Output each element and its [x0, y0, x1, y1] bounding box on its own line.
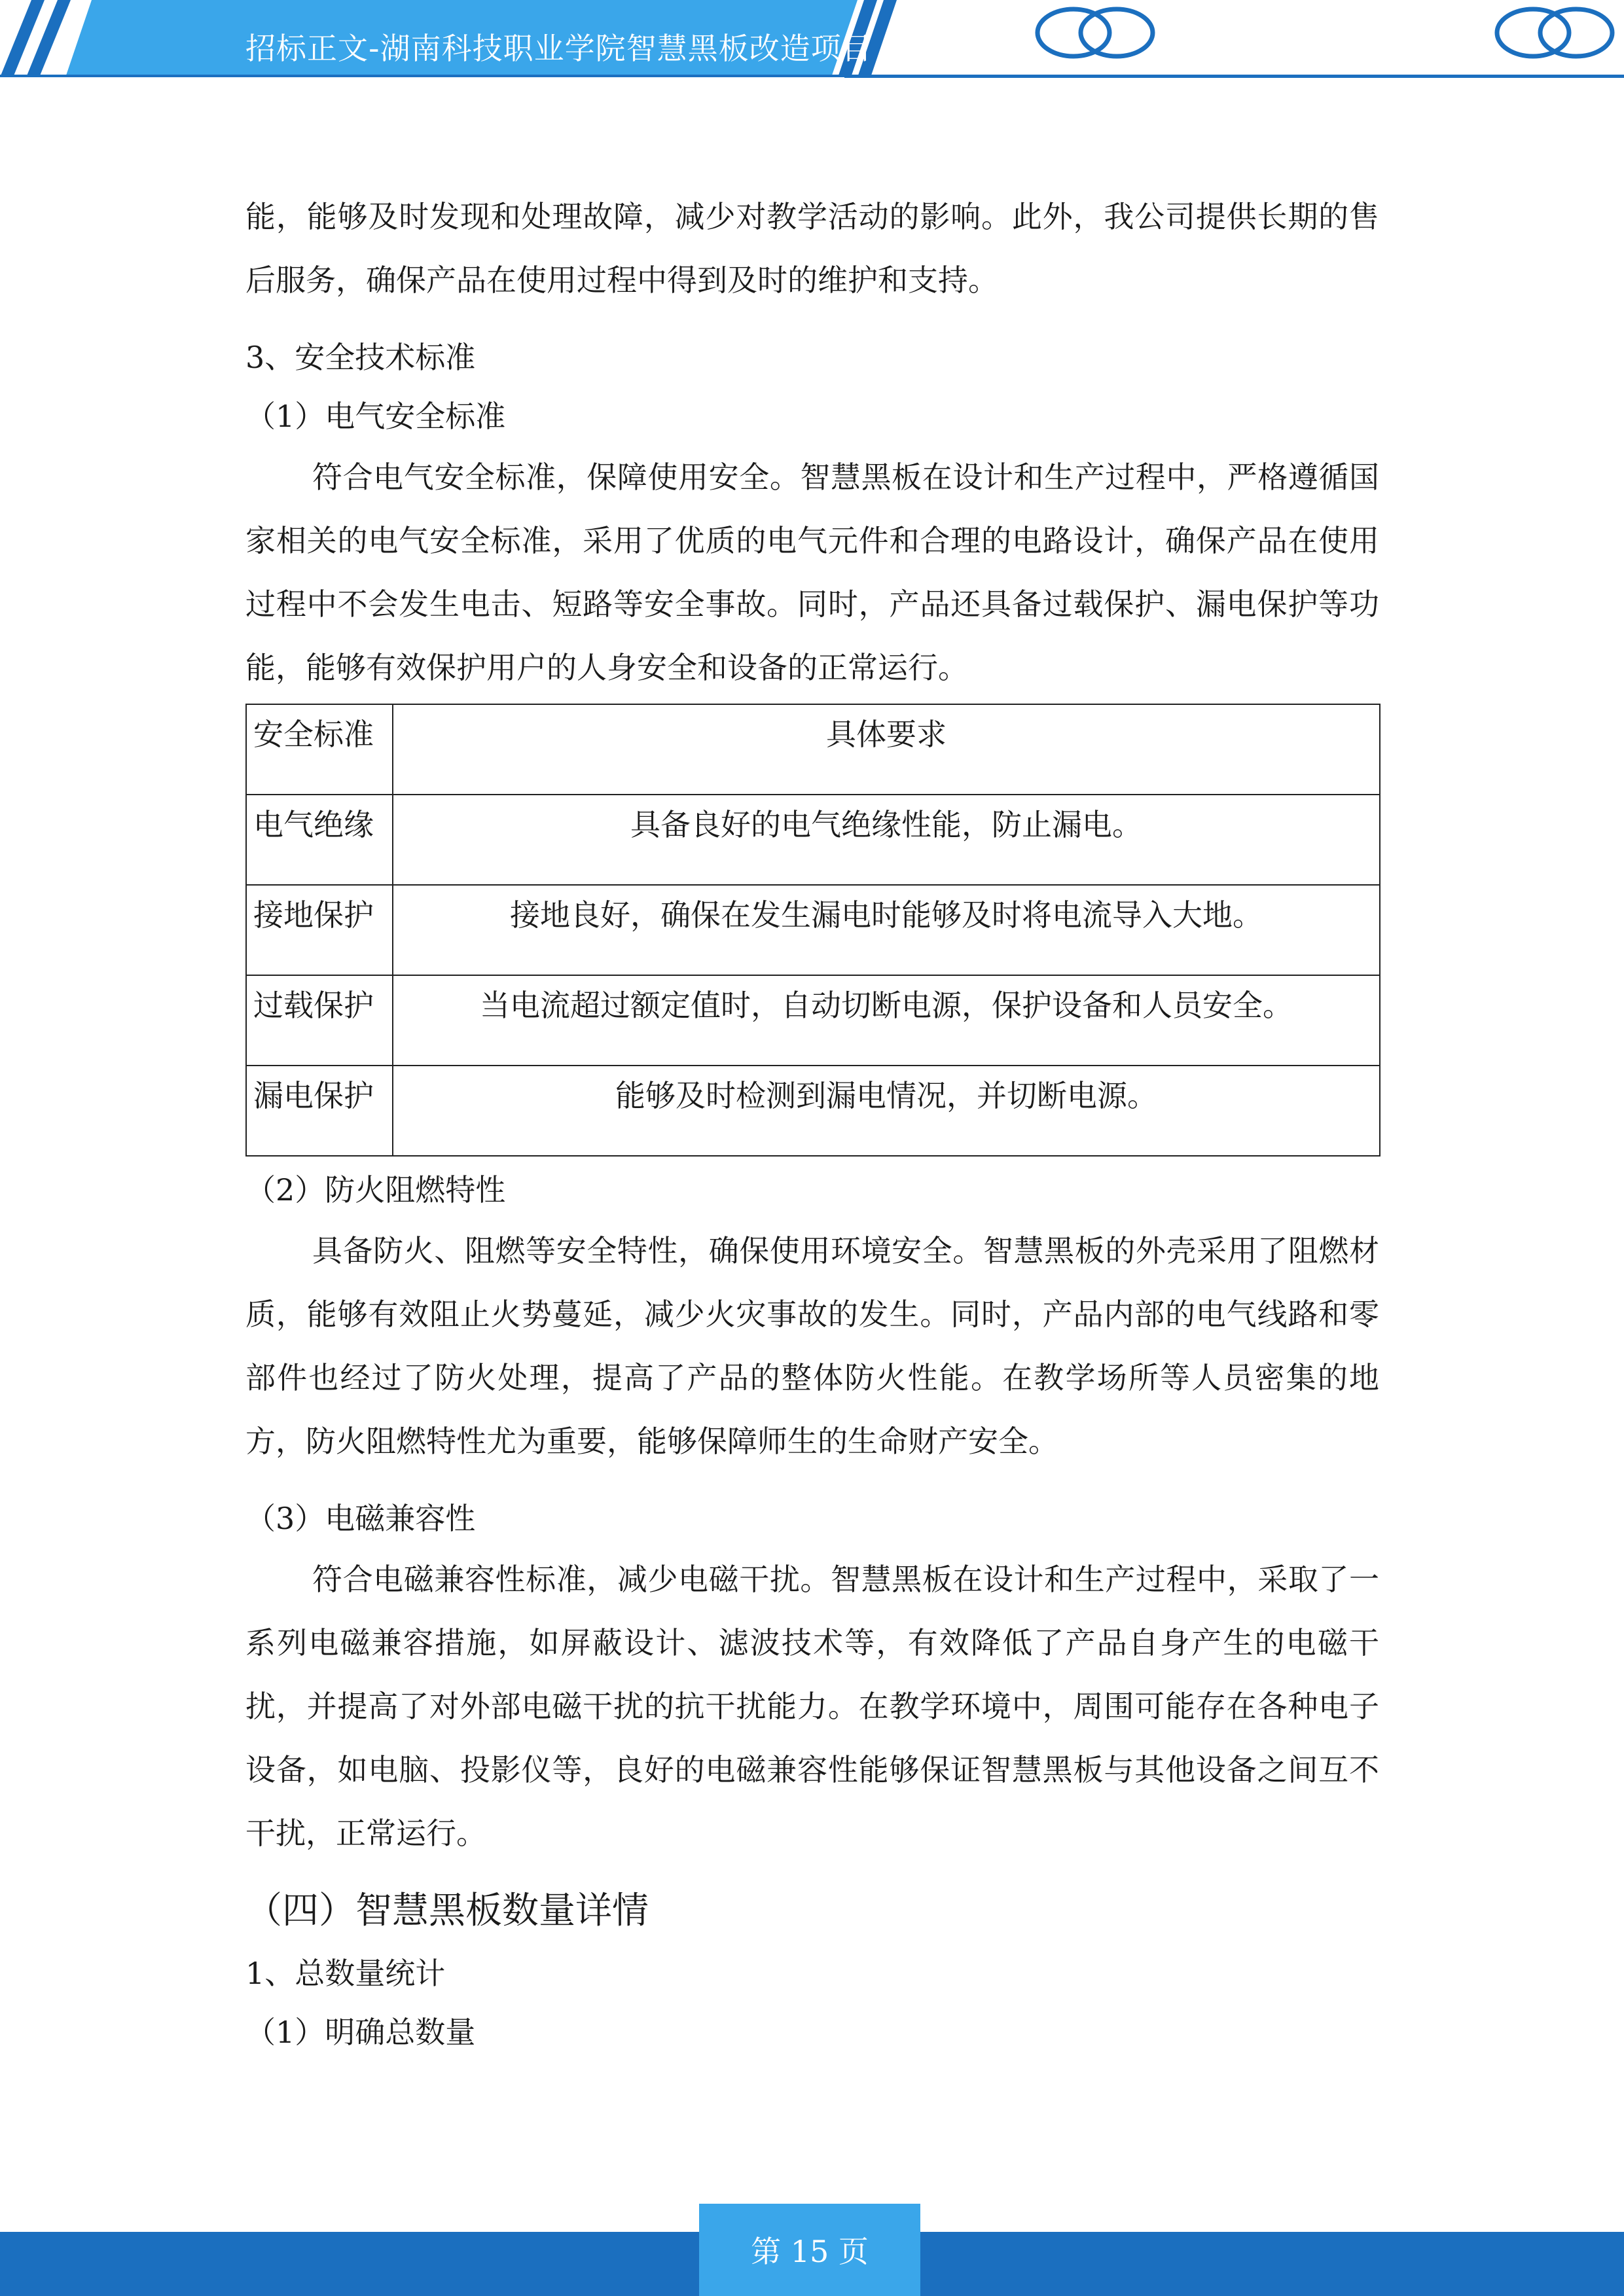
table-header-row [246, 704, 1380, 795]
table-cell: 漏电保护 [246, 1066, 393, 1156]
section-4-heading: （四）智慧黑板数量详情 [245, 1890, 649, 1932]
interlocking-rings-icon [1492, 0, 1617, 65]
table-header-cell: 具体要求 [393, 704, 1380, 795]
subsection-1-heading: （1）电气安全标准 [245, 399, 506, 434]
table-cell: 当电流超过额定值时，自动切断电源，保护设备和人员安全。 [393, 975, 1380, 1066]
interlocking-rings-icon [1033, 0, 1157, 65]
section-4-1-heading: 1、总数量统计 [245, 1956, 446, 1991]
subsection-1-paragraph: 符合电气安全标准，保障使用安全。智慧黑板在设计和生产过程中，严格遵循国家相关的电气安全标准，采用了优质的电气元件和合理的电路设计，确保产品在使用过程中不会发生电击、短路等安全事故。同时，产品还具备过载保护、漏电保护等功能，能够有效保护用户的人身安全和设备的正常运行。 [245, 459, 1379, 685]
table-row [246, 975, 1380, 1066]
intro-paragraph: 能，能够及时发现和处理故障，减少对教学活动的影响。此外，我公司提供长期的售后服务，确保产品在使用过程中得到及时的维护和支持。 [245, 199, 1379, 298]
subsection-3-paragraph: 符合电磁兼容性标准，减少电磁干扰。智慧黑板在设计和生产过程中，采取了一系列电磁兼容措施，如屏蔽设计、滤波技术等，有效降低了产品自身产生的电磁干扰，并提高了对外部电磁干扰的抗干扰能力。在教学环境中，周围可能存在各种电子设备，如电脑、投影仪等，良好的电磁兼容性能够保证智慧黑板与其他设备之间互不干扰，正常运行。 [245, 1562, 1379, 1851]
document-body [245, 185, 1379, 2062]
table-cell: 能够及时检测到漏电情况，并切断电源。 [393, 1066, 1380, 1156]
table-cell: 具备良好的电气绝缘性能，防止漏电。 [393, 795, 1380, 885]
table-row [246, 795, 1380, 885]
safety-standards-table [245, 704, 1380, 1157]
subsection-2-paragraph: 具备防火、阻燃等安全特性，确保使用环境安全。智慧黑板的外壳采用了阻燃材质，能够有效阻止火势蔓延，减少火灾事故的发生。同时，产品内部的电气线路和零部件也经过了防火处理，提高了产品的整体防火性能。在教学场所等人员密集的地方，防火阻燃特性尤为重要，能够保障师生的生命财产安全。 [245, 1233, 1379, 1459]
section-3-heading: 3、安全技术标准 [245, 340, 476, 375]
table-header-cell: 安全标准 [246, 704, 393, 795]
header-title: 招标正文-湖南科技职业学院智慧黑板改造项目 [245, 31, 873, 66]
table-cell: 电气绝缘 [246, 795, 393, 885]
table-cell: 接地保护 [246, 885, 393, 975]
subsection-2-heading: （2）防火阻燃特性 [245, 1172, 506, 1208]
subsection-3-heading: （3）电磁兼容性 [245, 1501, 476, 1536]
table-cell: 接地良好，确保在发生漏电时能够及时将电流导入大地。 [393, 885, 1380, 975]
page-number: 第 15 页 [751, 2234, 869, 2269]
table-cell: 过载保护 [246, 975, 393, 1066]
table-row [246, 885, 1380, 975]
section-4-1-sub1-heading: （1）明确总数量 [245, 2015, 476, 2050]
page-header [0, 0, 1624, 85]
table-row [246, 1066, 1380, 1156]
